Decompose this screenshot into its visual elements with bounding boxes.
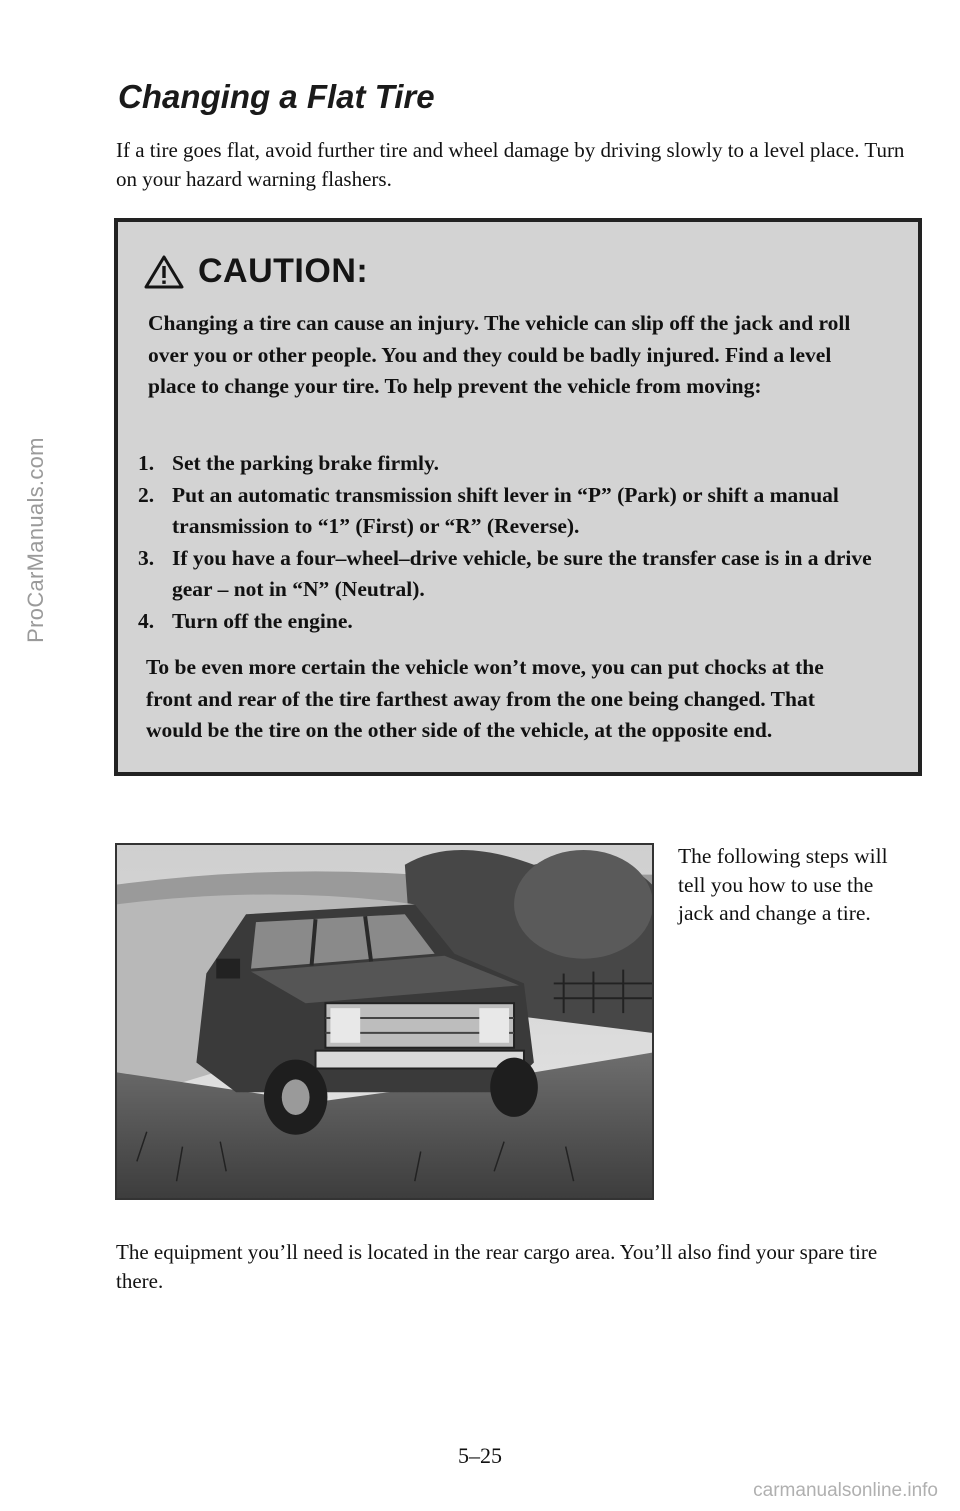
truck-illustration — [115, 843, 654, 1200]
caution-body: Changing a tire can cause an injury. The vehicle can slip off the jack and roll over you or other people. You and they could be badly injured. Find a level place to change your tire. To help prevent the vehicle from moving: — [148, 311, 851, 398]
step-text: Turn off the engine. — [172, 608, 353, 633]
step-text: If you have a four–wheel–drive vehicle, be sure the transfer case is in a drive gear – not in “N” (Neutral). — [172, 545, 872, 601]
caution-heading — [144, 252, 368, 291]
side-watermark-text: ProCarManuals.com — [23, 437, 48, 643]
side-watermark — [6, 0, 66, 1000]
step-text: Put an automatic transmission shift lever in “P” (Park) or shift a manual transmission to “1” (First) or “R” (Reverse). — [172, 482, 839, 538]
step-text: Set the parking brake firmly. — [172, 451, 439, 475]
side-note: The following steps will tell you how to use the jack and change a tire. — [678, 844, 888, 925]
caution-box — [114, 218, 922, 776]
page-title: Changing a Flat Tire — [118, 78, 435, 115]
page-number: 5–25 — [458, 1443, 502, 1468]
caution-closing: To be even more certain the vehicle won’t move, you can put chocks at the front and rear of the tire farthest away from the one being changed. That would be the tire on the other side of the vehicle, at the opposite end. — [146, 655, 824, 742]
warning-triangle-icon — [144, 254, 184, 290]
caution-step — [138, 480, 878, 543]
caution-steps — [138, 448, 878, 637]
step-number: 4. — [138, 608, 155, 633]
caution-heading-text: CAUTION: — [198, 252, 369, 290]
caution-step — [138, 543, 878, 606]
equipment-paragraph: The equipment you’ll need is located in the rear cargo area. You’ll also find your spare tire there. — [116, 1240, 878, 1293]
step-number: 3. — [138, 545, 155, 570]
caution-step — [138, 606, 878, 638]
step-number: 1. — [138, 451, 155, 475]
footer-watermark: carmanualsonline.info — [753, 1480, 938, 1501]
step-number: 2. — [138, 482, 155, 507]
intro-paragraph: If a tire goes flat, avoid further tire and wheel damage by driving slowly to a level place. Turn on your hazard warning flashers. — [116, 138, 905, 191]
caution-step — [138, 448, 878, 480]
